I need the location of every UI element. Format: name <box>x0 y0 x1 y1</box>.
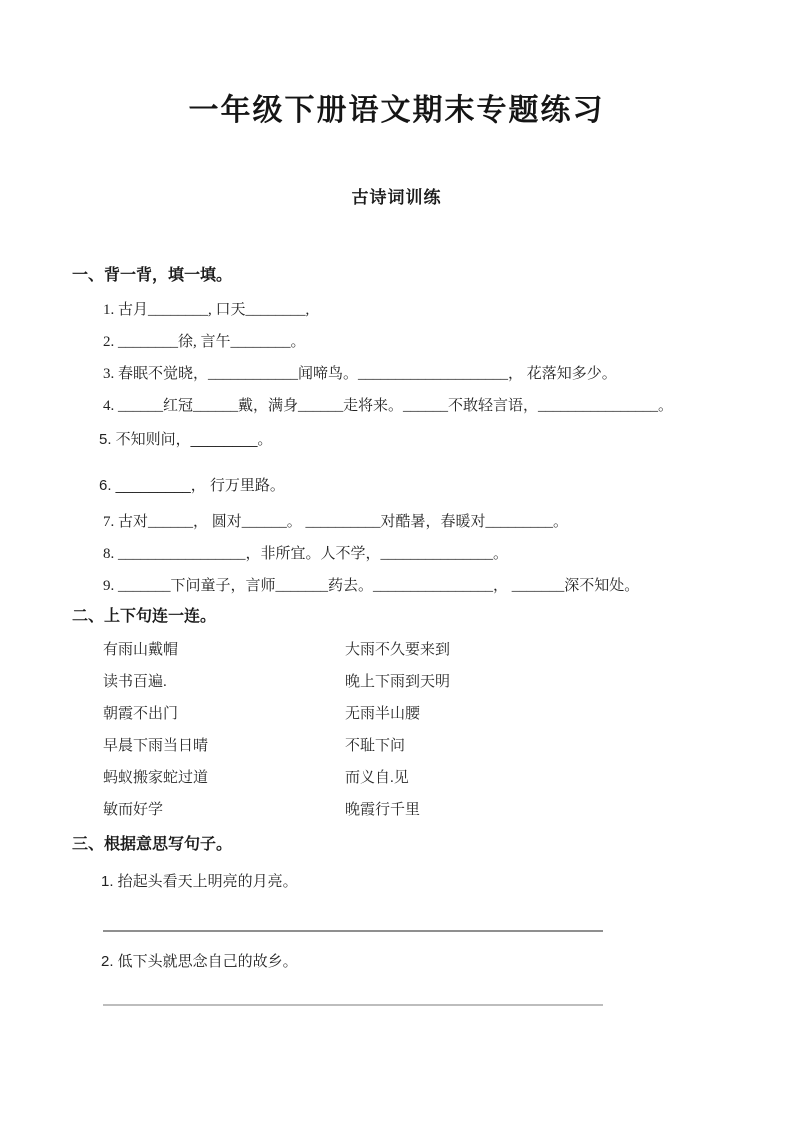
match-row-3 <box>103 698 793 730</box>
match-left-phrase: 蚂蚁搬家蛇过道 <box>103 770 209 786</box>
match-right-phrase: 大雨不久要来到 <box>345 642 451 658</box>
match-left-phrase: 读书百遍. <box>103 674 167 690</box>
sentence-prompt-2: 2. 低下头就思念自己的故乡。 <box>101 953 298 970</box>
match-row-5 <box>103 762 793 794</box>
page-subtitle: 古诗词训练 <box>351 188 442 207</box>
match-row-2 <box>103 666 793 698</box>
match-row-1 <box>103 634 793 666</box>
section-matching <box>0 606 793 826</box>
section-2-heading: 二、上下句连一连。 <box>72 608 217 625</box>
match-left-phrase: 早晨下雨当日晴 <box>103 738 209 754</box>
match-left-phrase: 敏而好学 <box>103 802 164 818</box>
match-left-phrase: 朝霞不出门 <box>103 706 179 722</box>
match-right-phrase: 晚霞行千里 <box>345 802 421 818</box>
fill-in-item-4: 4. ______红冠______戴，满身______走将来。______不敢轻言语，________________。 <box>103 398 674 414</box>
match-right-phrase: 晚上下雨到天明 <box>345 674 451 690</box>
answer-line-1 <box>103 930 603 932</box>
fill-in-item-3: 3. 春眠不觉晓，____________闻啼鸟。____________________， 花落知多少。 <box>103 366 617 382</box>
match-left-phrase: 有雨山戴帽 <box>103 642 179 658</box>
match-rows <box>0 634 793 826</box>
page-title: 一年级下册语文期末专题练习 <box>188 94 605 127</box>
match-row-4 <box>103 730 793 762</box>
answer-line-2 <box>103 1004 603 1006</box>
section-1-items <box>0 294 793 602</box>
section-3-heading: 三、根据意思写句子。 <box>72 836 233 853</box>
match-row-6 <box>103 794 793 826</box>
match-right-phrase: 而义自.见 <box>345 770 409 786</box>
match-right-phrase: 无雨半山腰 <box>345 706 421 722</box>
fill-in-item-7: 7. 古对______， 圆对______。 __________对酷暑，春暖对_________。 <box>103 514 569 530</box>
section-recite-fill <box>0 265 793 602</box>
section-1-heading: 一、背一背，填一填。 <box>72 267 233 284</box>
fill-in-item-9: 9. _______下问童子，言师_______药去。________________， _______深不知处。 <box>103 578 640 594</box>
match-right-phrase: 不耻下问 <box>345 738 406 754</box>
sentence-prompt-1: 1. 抬起头看天上明亮的月亮。 <box>101 873 298 890</box>
fill-in-item-8: 8. _________________，非所宜。人不学，_______________。 <box>103 546 509 562</box>
fill-in-item-2: 2. ________徐, 言午________。 <box>103 334 306 350</box>
section-write-sentences <box>0 834 793 1006</box>
fill-in-item-5: 5. 不知则问，________。 <box>99 431 273 448</box>
fill-in-item-1: 1. 古月________, 口天________, <box>103 302 310 318</box>
fill-in-item-6: 6. _________， 行万里路。 <box>99 477 285 494</box>
